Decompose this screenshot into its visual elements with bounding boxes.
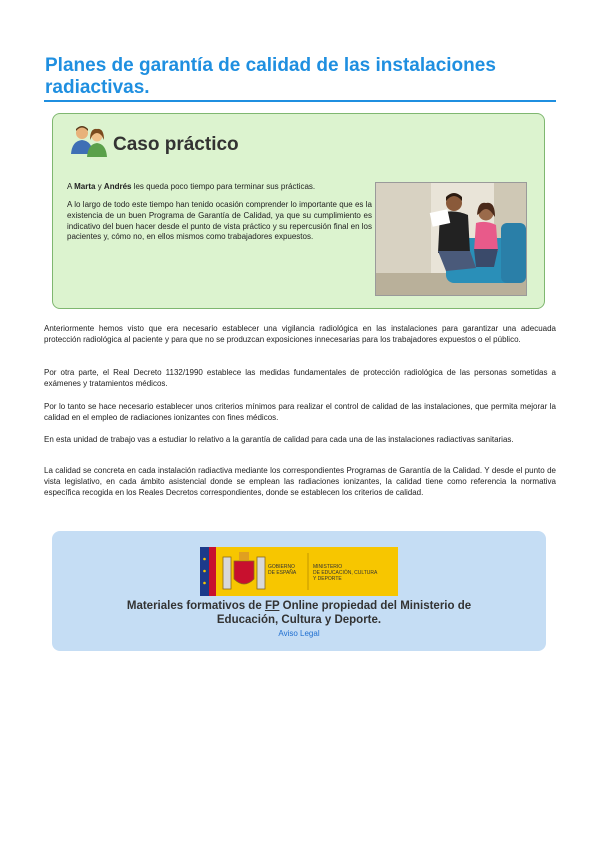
- people-icon: [69, 124, 109, 158]
- logo-text-right-2: DE EDUCACIÓN, CULTURA: [313, 570, 378, 576]
- case-intro-text: A Marta y Andrés les queda poco tiempo para terminar sus prácticas.: [67, 182, 316, 191]
- students-photo: [375, 182, 527, 296]
- name-andres: Andrés: [103, 182, 132, 191]
- logo-text-left-1: GOBIERNO: [268, 564, 295, 570]
- case-heading: Caso práctico: [113, 134, 239, 155]
- logo-text-left-2: DE ESPAÑA: [268, 570, 297, 576]
- fp-abbr: FP: [264, 600, 280, 612]
- logo-text-right-3: Y DEPORTE: [313, 576, 342, 582]
- title-divider: [44, 100, 556, 102]
- case-body-text: A lo largo de todo este tiempo han tenido ocasión comprender lo importante que es la existencia de un buen Programa de Garantía de Calidad, ya que su cumplimiento es indicativo del buen hacer desde el punto de vista práctico y su repercusión final en los pacientes y, cómo no, en ellos mismos como trabajadores expuestos.: [67, 200, 372, 242]
- body-paragraph-2: Por otra parte, el Real Decreto 1132/1990 establece las medidas fundamentales de protección radiológica de las personas sometidas a exámenes y tratamientos médicos.: [44, 368, 556, 388]
- name-marta: Marta: [74, 182, 96, 191]
- page-title: Planes de garantía de calidad de las instalaciones radiactivas.: [45, 55, 496, 98]
- legal-notice-link[interactable]: Aviso Legal: [278, 629, 320, 638]
- case-study-box: [52, 113, 545, 309]
- logo-text-right-1: MINISTERIO: [313, 564, 343, 570]
- body-paragraph-3: Por lo tanto se hace necesario establecer unos criterios mínimos para realizar el control de calidad de las instalaciones, que permita mejorar la calidad en el empleo de radiaciones ionizantes con fines médicos.: [44, 402, 556, 422]
- body-paragraph-5: La calidad se concreta en cada instalación radiactiva mediante los correspondientes Programas de Garantía de la Calidad. Y desde el punto de vista legislativo, en cada ámbito asistencial donde se emplean las radiaciones ionizantes, la calidad tiene como referencia la normativa específica recogida en los Reales Decretos correspondientes, donde se establecen los criterios de calidad.: [44, 466, 556, 497]
- body-paragraph-4: En esta unidad de trabajo vas a estudiar lo relativo a la garantía de calidad para cada una de las instalaciones radiactivas sanitarias.: [44, 435, 514, 444]
- ministry-logo: [200, 547, 398, 596]
- footer-credits: Materiales formativos de FP Online propiedad del Ministerio de Educación, Cultura y Deporte.: [126, 600, 472, 626]
- footer-box: [52, 531, 546, 651]
- body-paragraph-1: Anteriormente hemos visto que era necesario establecer una vigilancia radiológica en las instalaciones para garantizar una adecuada protección radiológica al paciente y para que no se produzcan exposiciones innecesarias para los trabajadores expuestos o el público.: [44, 324, 556, 344]
